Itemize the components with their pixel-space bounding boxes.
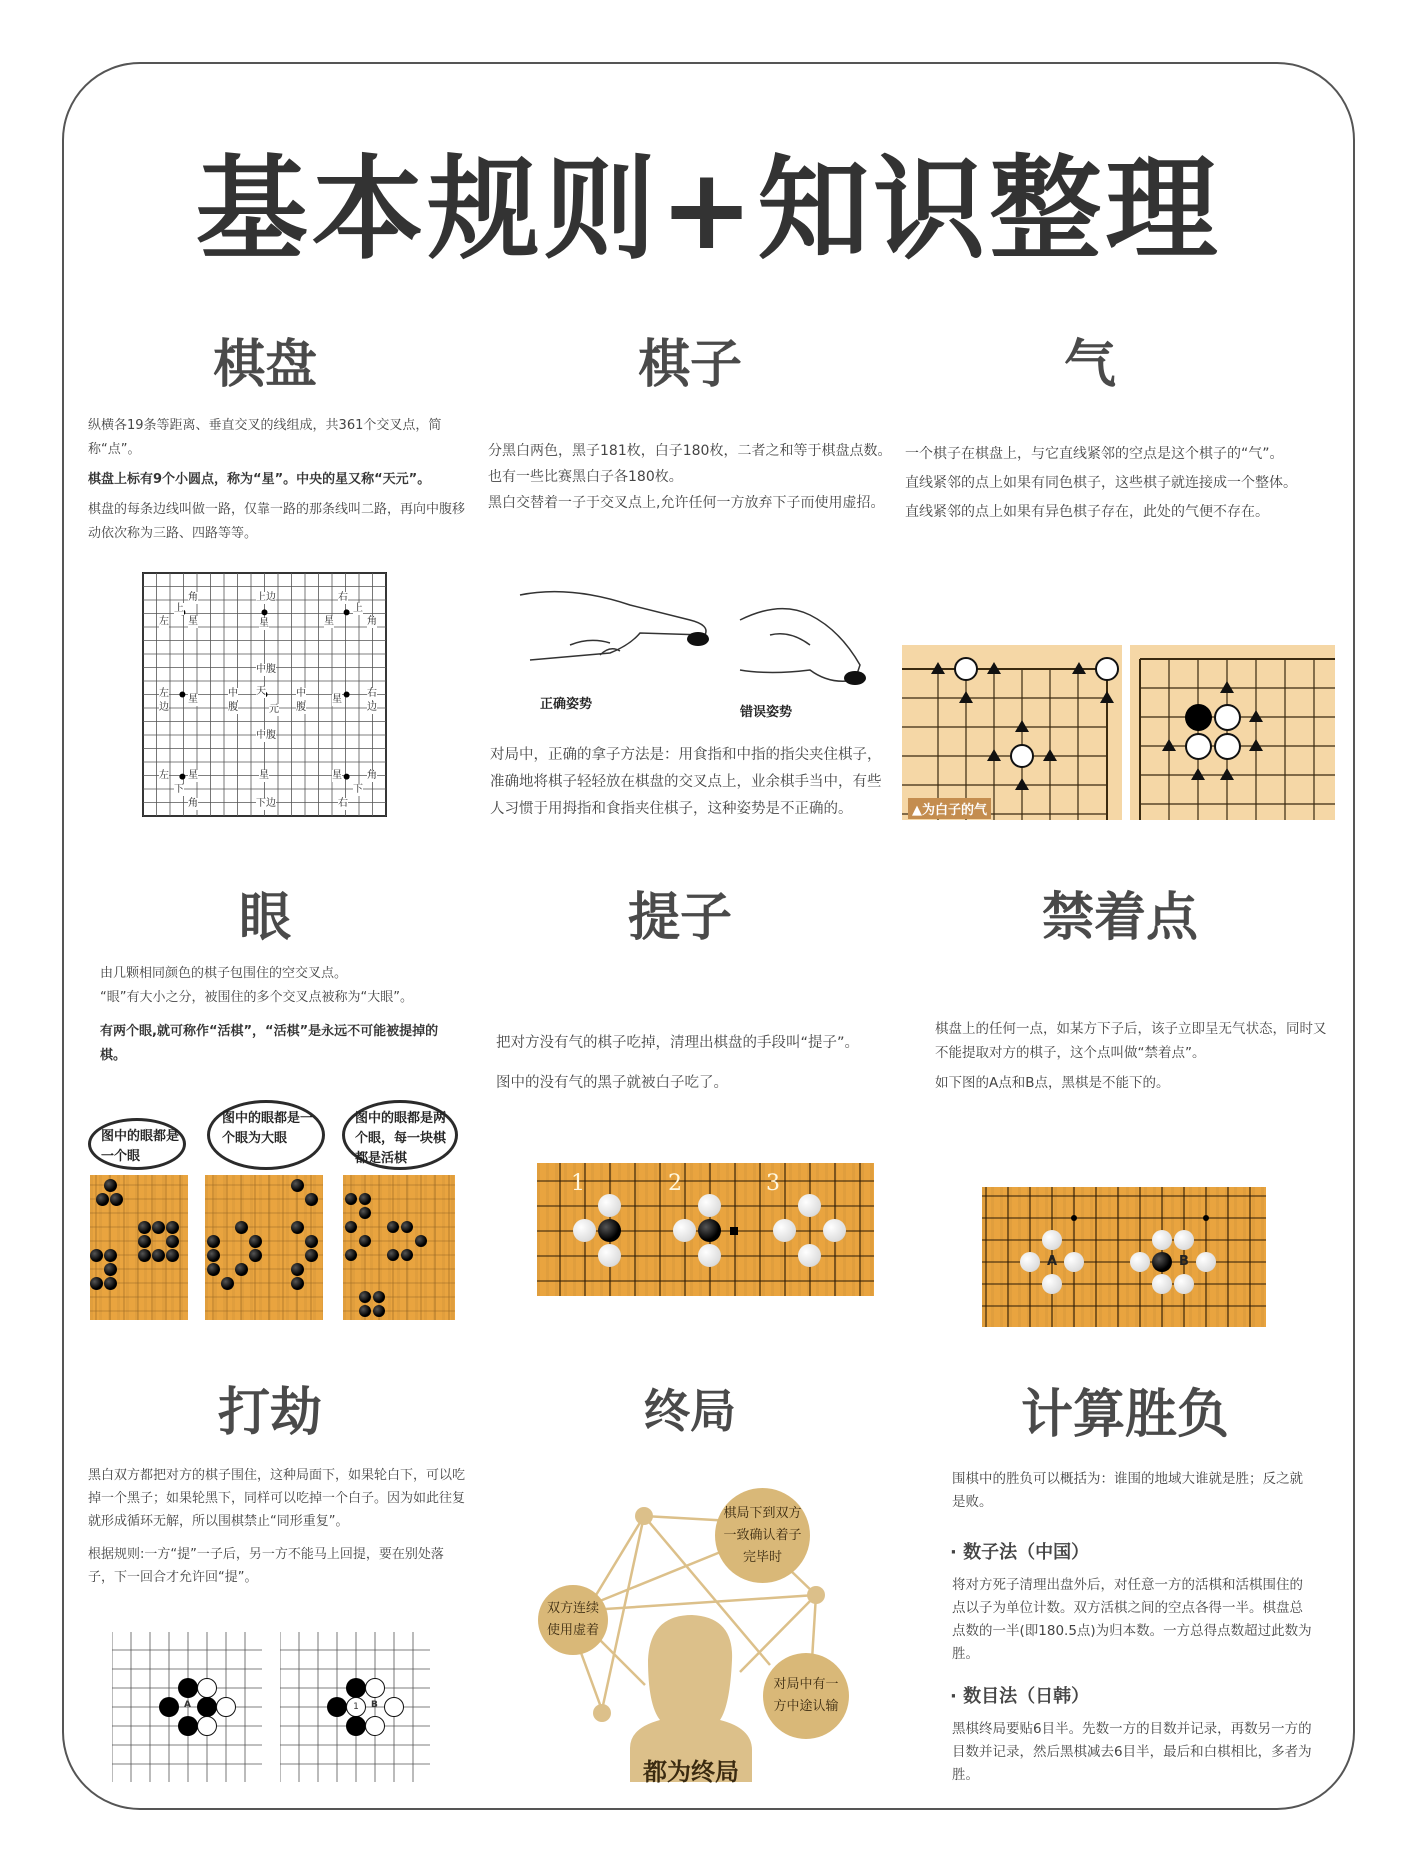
liberty-marker-icon (1043, 749, 1057, 761)
section-title-ko: 打劫 (217, 1383, 322, 1443)
capture-text (496, 1030, 916, 1102)
label-top-edge: 上边 (256, 592, 276, 603)
eye-p2: “眼”有大小之分，被围住的多个交叉点被称为“大眼”。 (100, 990, 413, 1005)
liberty-p2: 直线紧邻的点上如果有同色棋子，这些棋子就连接成一个整体。 (905, 475, 1297, 491)
label-bottom: 下 (174, 784, 184, 795)
capture-p2: 图中的没有气的黑子就被白子吃了。 (496, 1075, 728, 1091)
label-star: 星 (324, 616, 334, 627)
diagram-number-3: 3 (766, 1171, 780, 1196)
label-star: 星 (188, 770, 198, 781)
scoring-p1: 围棋中的胜负可以概括为：谁围的地域大谁就是胜；反之就是败。 (952, 1471, 1303, 1510)
liberty-marker-icon (931, 662, 945, 674)
white-stone (1214, 733, 1241, 760)
liberty-marker-icon (1220, 768, 1234, 780)
section-title-board: 棋盘 (212, 335, 317, 395)
label-center: 中 (228, 688, 238, 699)
endgame-node-resign: 对局中有一方中途认输 (763, 1653, 849, 1739)
capture-board (537, 1163, 874, 1296)
label-corner: 角 (367, 616, 377, 627)
label-star: 星 (332, 770, 342, 781)
label-left: 左 (159, 616, 169, 627)
ko-move-1: 1 (346, 1697, 366, 1717)
liberty-text (905, 440, 1340, 527)
liberty-marker-icon (1220, 681, 1234, 693)
move-marker-icon (730, 1227, 738, 1235)
liberty-marker-icon (1100, 691, 1114, 703)
caption-wrong: 错误姿势 (740, 705, 793, 720)
liberty-marker-icon (1191, 768, 1205, 780)
forbidden-p2: 如下图的A点和B点，黑棋是不能下的。 (935, 1075, 1170, 1091)
eye-bubble-3: 图中的眼都是两个眼，每一块棋都是活棋 (342, 1100, 458, 1170)
endgame-caption: 都为终局 (643, 1758, 739, 1786)
eye-p1: 由几颗相同颜色的棋子包围住的空交叉点。 (100, 966, 348, 981)
label-star: 星 (188, 616, 198, 627)
ko-p2: 根据规则:一方“提”一子后，另一方不能马上回提，要在别处落子，下一回合才允许回“提”。 (88, 1547, 444, 1585)
label-belly: 腹 (296, 702, 306, 713)
label-edge: 边 (367, 702, 377, 713)
white-stone (1095, 657, 1119, 681)
section-title-eye: 眼 (238, 888, 291, 948)
scoring-p3: 黑棋终局要贴6目半。先数一方的目数并记录，再数另一方的目数并记录，然后黑棋减去6目半，最后和白棋相比，多者为胜。 (952, 1721, 1312, 1783)
board-p3: 棋盘的每条边线叫做一路，仅靠一路的那条线叫二路，再向中腹移动依次称为三路、四路等等。 (88, 502, 466, 541)
eye-board-1 (90, 1175, 188, 1320)
label-top: 上 (174, 603, 184, 614)
scoring-method-japan-korea: · 数目法（日韩） (950, 1686, 1090, 1707)
capture-p1: 把对方没有气的棋子吃掉，清理出棋盘的手段叫“提子”。 (496, 1035, 860, 1051)
board-p1: 纵横各19条等距离、垂直交叉的线组成，共361个交叉点，简称“点”。 (88, 418, 442, 457)
label-center: 中 (296, 688, 306, 699)
hand-posture-illustration (510, 575, 880, 720)
ko-point-b: B (371, 1700, 378, 1710)
liberty-marker-icon (1162, 739, 1176, 751)
forbidden-point-b: B (1179, 1254, 1189, 1269)
label-left: 左 (159, 770, 169, 781)
diagram-number-2: 2 (668, 1171, 682, 1196)
page-title: 基本规则+知识整理 (195, 145, 1222, 275)
label-left: 左 (159, 688, 169, 699)
liberty-legend: ▲为白子的气 (908, 798, 991, 819)
liberty-diagram-1 (902, 645, 1122, 820)
eye-board-2 (205, 1175, 323, 1320)
eye-bubble-2: 图中的眼都是一个眼为大眼 (207, 1100, 325, 1170)
section-title-scoring: 计算胜负 (1020, 1385, 1229, 1445)
label-top: 上 (353, 603, 363, 614)
stones-p3: 对局中，正确的拿子方法是：用食指和中指的指尖夹住棋子，准确地将棋子轻轻放在棋盘的交叉点上，业余棋手当中，有些人习惯于用拇指和食指夹住棋子，这种姿势是不正确的。 (490, 747, 882, 817)
stones-text (488, 438, 893, 522)
liberty-marker-icon (987, 749, 1001, 761)
forbidden-p1: 棋盘上的任何一点，如某方下子后，该子立即呈无气状态，同时又不能提取对方的棋子，这个点叫做“禁着点”。 (935, 1021, 1327, 1061)
liberty-p3: 直线紧邻的点上如果有异色棋子存在，此处的气便不存在。 (905, 504, 1269, 520)
forbidden-board (982, 1187, 1266, 1327)
stones-p1: 分黑白两色，黑子181枚，白子180枚，二者之和等于棋盘点数。也有一些比赛黑白子各180枚。 (488, 443, 892, 485)
label-belly: 腹 (228, 702, 238, 713)
section-title-capture: 提子 (627, 888, 732, 948)
label-tengen-2: 元 (269, 704, 279, 715)
liberty-marker-icon (1249, 739, 1263, 751)
eye-board-3 (343, 1175, 455, 1320)
label-edge: 边 (159, 702, 169, 713)
ko-diagram-1 (112, 1632, 262, 1782)
liberty-p1: 一个棋子在棋盘上，与它直线紧邻的空点是这个棋子的“气”。 (905, 446, 1284, 462)
liberty-marker-icon (959, 691, 973, 703)
label-right: 右 (367, 688, 377, 699)
label-star: 星 (259, 618, 269, 629)
ko-point-a: A (184, 1700, 191, 1710)
scoring-method-china: · 数子法（中国） (950, 1542, 1090, 1563)
forbidden-text (935, 1017, 1335, 1101)
liberty-diagram-2 (1130, 645, 1335, 820)
black-stone (1185, 704, 1212, 731)
board-diagram (142, 572, 387, 817)
diagram-number-1: 1 (571, 1171, 585, 1196)
white-stone (954, 657, 978, 681)
label-right: 右 (338, 592, 348, 603)
caption-correct: 正确姿势 (540, 697, 593, 712)
label-corner: 角 (367, 770, 377, 781)
liberty-marker-icon (1015, 778, 1029, 790)
label-bottom-edge: 下边 (256, 798, 276, 809)
label-tengen-1: 天 (256, 686, 266, 697)
section-title-stones: 棋子 (637, 335, 742, 395)
stones-p2: 黑白交替着一子于交叉点上,允许任何一方放弃下子而使用虚招。 (488, 495, 885, 511)
section-title-liberty: 气 (1063, 335, 1116, 395)
liberty-marker-icon (1072, 662, 1086, 674)
ko-text (88, 1464, 468, 1595)
endgame-node-pass: 双方连续使用虚着 (538, 1585, 608, 1655)
ko-diagram-2 (280, 1632, 430, 1782)
section-title-endgame: 终局 (644, 1384, 736, 1438)
endgame-diagram (520, 1450, 900, 1790)
liberty-marker-icon (987, 662, 1001, 674)
white-stone (1010, 744, 1034, 768)
white-stone (1214, 704, 1241, 731)
label-corner: 角 (188, 798, 198, 809)
liberty-marker-icon (1015, 720, 1029, 732)
label-star: 星 (259, 770, 269, 781)
label-center-area: 中腹 (256, 730, 276, 741)
forbidden-point-a: A (1047, 1254, 1058, 1269)
label-star: 星 (332, 694, 342, 705)
eye-bubble-1: 图中的眼都是一个眼 (88, 1118, 186, 1170)
label-right: 右 (338, 798, 348, 809)
white-stone (1185, 733, 1212, 760)
eye-text (100, 962, 460, 1074)
liberty-marker-icon (1249, 710, 1263, 722)
endgame-node-complete: 棋局下到双方一致确认着子完毕时 (715, 1488, 810, 1583)
board-p2: 棋盘上标有9个小圆点，称为“星”。中央的星又称“天元”。 (88, 472, 431, 487)
label-bottom: 下 (353, 784, 363, 795)
ko-p1: 黑白双方都把对方的棋子围住，这种局面下，如果轮白下，可以吃掉一个黑子；如果轮黑下，同样可以吃掉一个白子。因为如此往复就形成循环无解，所以围棋禁止“同形重复”。 (88, 1468, 466, 1529)
eye-p3: 有两个眼,就可称作“活棋”，“活棋”是永远不可能被提掉的棋。 (100, 1024, 439, 1063)
label-corner: 角 (188, 592, 198, 603)
scoring-p2: 将对方死子清理出盘外后，对任意一方的活棋和活棋围住的点以子为单位计数。双方活棋之间的空点各得一半。棋盘总点数的一半(即180.5点)为归本数。一方总得点数超过此数为胜。 (952, 1577, 1312, 1662)
label-center-area: 中腹 (256, 664, 276, 675)
board-text (88, 414, 468, 552)
label-star: 星 (188, 694, 198, 705)
section-title-forbidden: 禁着点 (1041, 888, 1198, 948)
